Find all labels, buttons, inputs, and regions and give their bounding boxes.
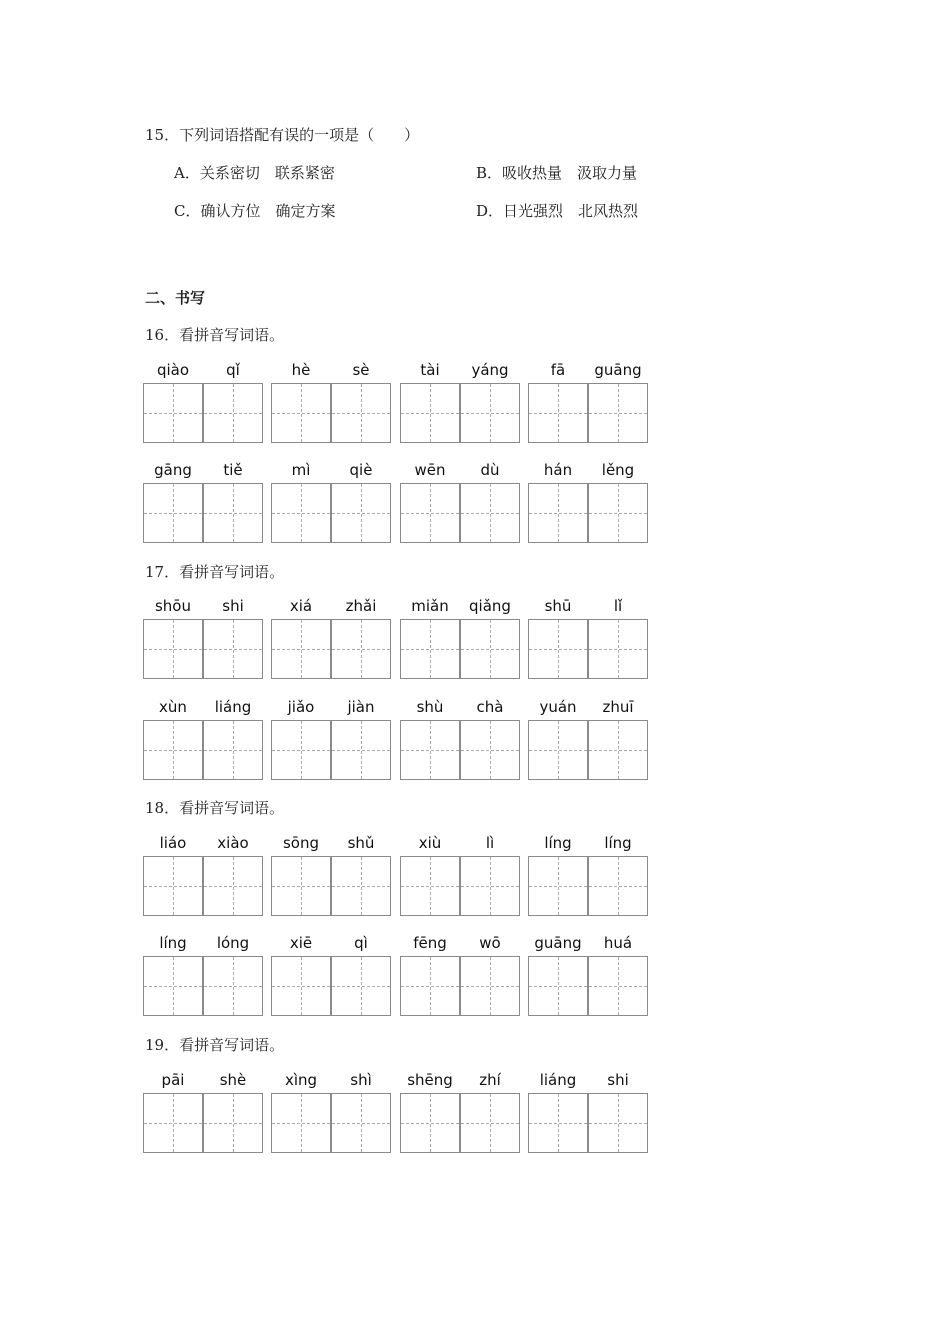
pinyin-label: qiè bbox=[349, 461, 373, 479]
pinyin-label: líng bbox=[544, 834, 572, 852]
writing-box[interactable] bbox=[400, 483, 460, 543]
writing-box[interactable] bbox=[271, 1093, 331, 1153]
pinyin-label: sōng bbox=[282, 834, 320, 852]
writing-box[interactable] bbox=[400, 956, 460, 1016]
writing-box[interactable] bbox=[271, 383, 331, 443]
pinyin-label: wēn bbox=[414, 461, 446, 479]
pinyin-label: shù bbox=[416, 698, 444, 716]
pinyin-label: shōu bbox=[154, 597, 191, 615]
writing-box[interactable] bbox=[143, 383, 203, 443]
pinyin-label: jiǎo bbox=[287, 698, 315, 716]
option-b[interactable]: B．吸收热量 汲取力量 bbox=[476, 164, 638, 182]
pinyin-label: wō bbox=[479, 934, 501, 952]
writing-box[interactable] bbox=[588, 383, 648, 443]
writing-box[interactable] bbox=[460, 1093, 520, 1153]
writing-box[interactable] bbox=[460, 720, 520, 780]
pinyin-label: shi bbox=[222, 597, 244, 615]
pinyin-label: chà bbox=[476, 698, 504, 716]
pinyin-label: líng bbox=[159, 934, 187, 952]
writing-box[interactable] bbox=[400, 720, 460, 780]
writing-box[interactable] bbox=[331, 483, 391, 543]
pinyin-label: shi bbox=[607, 1071, 629, 1089]
pinyin-label: xiù bbox=[418, 834, 442, 852]
writing-box[interactable] bbox=[528, 856, 588, 916]
pinyin-label: zhǎi bbox=[345, 597, 377, 615]
writing-box[interactable] bbox=[203, 956, 263, 1016]
pinyin-label: liáng bbox=[539, 1071, 577, 1089]
pinyin-label: dù bbox=[480, 461, 500, 479]
writing-box[interactable] bbox=[203, 1093, 263, 1153]
writing-box[interactable] bbox=[203, 720, 263, 780]
pinyin-label: shēng bbox=[407, 1071, 453, 1089]
pinyin-label: xiào bbox=[217, 834, 249, 852]
writing-box[interactable] bbox=[271, 856, 331, 916]
pinyin-label: qiǎng bbox=[469, 597, 511, 615]
question-19-title: 19．看拼音写词语。 bbox=[145, 1036, 285, 1054]
writing-box[interactable] bbox=[460, 619, 520, 679]
pinyin-label: huá bbox=[603, 934, 633, 952]
writing-box[interactable] bbox=[588, 720, 648, 780]
writing-box[interactable] bbox=[331, 619, 391, 679]
pinyin-label: yáng bbox=[471, 361, 509, 379]
writing-box[interactable] bbox=[528, 1093, 588, 1153]
pinyin-label: mì bbox=[291, 461, 311, 479]
writing-box[interactable] bbox=[460, 383, 520, 443]
pinyin-label: lóng bbox=[216, 934, 250, 952]
pinyin-label: lì bbox=[485, 834, 495, 852]
writing-box[interactable] bbox=[143, 956, 203, 1016]
pinyin-label: jiàn bbox=[347, 698, 375, 716]
pinyin-label: yuán bbox=[539, 698, 577, 716]
pinyin-label: shè bbox=[219, 1071, 247, 1089]
pinyin-label: qiào bbox=[156, 361, 190, 379]
question-15-title: 15．下列词语搭配有误的一项是（ ） bbox=[145, 126, 420, 144]
writing-box[interactable] bbox=[143, 1093, 203, 1153]
writing-box[interactable] bbox=[271, 619, 331, 679]
pinyin-label: lǐ bbox=[613, 597, 623, 615]
pinyin-label: guāng bbox=[534, 934, 582, 952]
writing-box[interactable] bbox=[203, 483, 263, 543]
writing-box[interactable] bbox=[143, 856, 203, 916]
writing-box[interactable] bbox=[143, 619, 203, 679]
pinyin-label: guāng bbox=[594, 361, 642, 379]
pinyin-label: líng bbox=[604, 834, 632, 852]
pinyin-label: qǐ bbox=[226, 361, 240, 379]
pinyin-label: shì bbox=[350, 1071, 372, 1089]
writing-box[interactable] bbox=[400, 383, 460, 443]
writing-box[interactable] bbox=[143, 483, 203, 543]
writing-box[interactable] bbox=[528, 956, 588, 1016]
writing-box[interactable] bbox=[331, 1093, 391, 1153]
writing-box[interactable] bbox=[528, 483, 588, 543]
pinyin-label: tài bbox=[420, 361, 440, 379]
pinyin-label: pāi bbox=[161, 1071, 185, 1089]
pinyin-label: xùn bbox=[159, 698, 187, 716]
pinyin-label: xìng bbox=[284, 1071, 318, 1089]
pinyin-label: qì bbox=[354, 934, 368, 952]
option-c[interactable]: C．确认方位 确定方案 bbox=[174, 202, 336, 220]
writing-box[interactable] bbox=[331, 720, 391, 780]
writing-box[interactable] bbox=[331, 956, 391, 1016]
pinyin-label: miǎn bbox=[411, 597, 449, 615]
pinyin-label: fēng bbox=[413, 934, 447, 952]
writing-box[interactable] bbox=[331, 383, 391, 443]
writing-box[interactable] bbox=[460, 856, 520, 916]
writing-box[interactable] bbox=[400, 856, 460, 916]
writing-box[interactable] bbox=[271, 956, 331, 1016]
pinyin-label: fā bbox=[550, 361, 566, 379]
question-18-title: 18．看拼音写词语。 bbox=[145, 799, 285, 817]
writing-box[interactable] bbox=[528, 383, 588, 443]
writing-box[interactable] bbox=[460, 956, 520, 1016]
section-title: 二、书写 bbox=[145, 289, 206, 307]
pinyin-label: lěng bbox=[601, 461, 635, 479]
writing-box[interactable] bbox=[400, 1093, 460, 1153]
writing-box[interactable] bbox=[271, 483, 331, 543]
writing-box[interactable] bbox=[400, 619, 460, 679]
pinyin-label: shū bbox=[544, 597, 572, 615]
pinyin-label: zhuī bbox=[602, 698, 634, 716]
pinyin-label: hán bbox=[543, 461, 573, 479]
question-16-title: 16．看拼音写词语。 bbox=[145, 326, 285, 344]
writing-box[interactable] bbox=[588, 483, 648, 543]
option-a[interactable]: A．关系密切 联系紧密 bbox=[174, 164, 335, 182]
pinyin-label: liáng bbox=[214, 698, 252, 716]
pinyin-label: gāng bbox=[154, 461, 192, 479]
pinyin-label: zhí bbox=[479, 1071, 501, 1089]
option-d[interactable]: D．日光强烈 北风热烈 bbox=[476, 202, 639, 220]
pinyin-label: xiē bbox=[289, 934, 313, 952]
pinyin-label: hè bbox=[291, 361, 311, 379]
writing-box[interactable] bbox=[460, 483, 520, 543]
writing-box[interactable] bbox=[588, 856, 648, 916]
writing-box[interactable] bbox=[588, 1093, 648, 1153]
writing-box[interactable] bbox=[203, 383, 263, 443]
writing-box[interactable] bbox=[143, 720, 203, 780]
writing-box[interactable] bbox=[528, 619, 588, 679]
writing-box[interactable] bbox=[331, 856, 391, 916]
pinyin-label: xiá bbox=[289, 597, 313, 615]
pinyin-label: sè bbox=[352, 361, 370, 379]
writing-box[interactable] bbox=[203, 856, 263, 916]
writing-box[interactable] bbox=[528, 720, 588, 780]
pinyin-label: shǔ bbox=[347, 834, 375, 852]
writing-box[interactable] bbox=[588, 956, 648, 1016]
pinyin-label: liáo bbox=[159, 834, 187, 852]
pinyin-label: tiě bbox=[223, 461, 243, 479]
writing-box[interactable] bbox=[203, 619, 263, 679]
writing-box[interactable] bbox=[271, 720, 331, 780]
question-17-title: 17．看拼音写词语。 bbox=[145, 563, 285, 581]
writing-box[interactable] bbox=[588, 619, 648, 679]
